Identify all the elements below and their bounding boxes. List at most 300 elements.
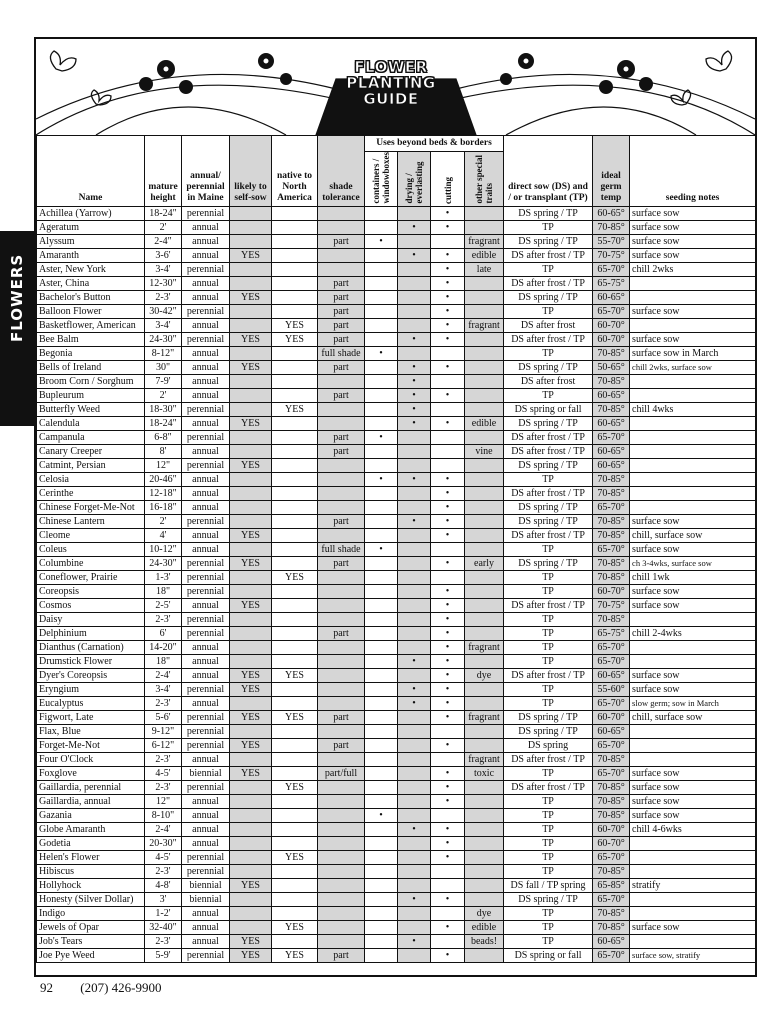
cell-temp: 65-70° <box>593 654 630 668</box>
cell-containers <box>365 766 398 780</box>
cell-shade <box>318 920 365 934</box>
cell-selfsow: YES <box>230 332 272 346</box>
cell-sow: DS spring / TP <box>504 500 593 514</box>
cell-drying <box>398 626 431 640</box>
cell-containers <box>365 262 398 276</box>
cell-notes: surface sow <box>630 248 756 262</box>
header-sow: direct sow (DS) and / or transplant (TP) <box>504 136 593 207</box>
title-line-3: GUIDE <box>363 90 419 108</box>
cell-name: Aster, China <box>37 276 145 290</box>
cell-other <box>465 388 504 402</box>
cell-name: Campanula <box>37 430 145 444</box>
cell-selfsow <box>230 388 272 402</box>
cell-shade: part <box>318 360 365 374</box>
cell-name: Bee Balm <box>37 332 145 346</box>
cell-annual: annual <box>182 934 230 948</box>
cell-annual: annual <box>182 822 230 836</box>
cell-native <box>272 374 318 388</box>
cell-annual: annual <box>182 752 230 766</box>
cell-temp: 50-65° <box>593 360 630 374</box>
cell-notes: chill 1wk <box>630 570 756 584</box>
cell-shade <box>318 906 365 920</box>
cell-other <box>465 878 504 892</box>
cell-selfsow <box>230 374 272 388</box>
cell-drying: • <box>398 822 431 836</box>
cell-height: 1-3' <box>145 570 182 584</box>
table-row <box>37 402 756 416</box>
table-row <box>37 864 756 878</box>
cell-shade: part <box>318 234 365 248</box>
cell-other: edible <box>465 920 504 934</box>
cell-name: Daisy <box>37 612 145 626</box>
cell-notes: chill 2-4wks <box>630 626 756 640</box>
cell-height: 2-3' <box>145 612 182 626</box>
cell-drying <box>398 430 431 444</box>
cell-native <box>272 556 318 570</box>
cell-cutting <box>431 402 465 416</box>
cell-native <box>272 206 318 220</box>
cell-native <box>272 822 318 836</box>
cell-drying: • <box>398 654 431 668</box>
cell-other <box>465 626 504 640</box>
cell-notes <box>630 724 756 738</box>
cell-drying: • <box>398 220 431 234</box>
cell-drying <box>398 724 431 738</box>
cell-native <box>272 878 318 892</box>
cell-selfsow <box>230 752 272 766</box>
cell-sow: TP <box>504 626 593 640</box>
cell-height: 16-18" <box>145 500 182 514</box>
cell-shade: part <box>318 444 365 458</box>
cell-drying: • <box>398 934 431 948</box>
cell-cutting <box>431 878 465 892</box>
cell-containers <box>365 948 398 962</box>
cell-shade <box>318 668 365 682</box>
cell-temp: 60-65° <box>593 444 630 458</box>
cell-selfsow <box>230 514 272 528</box>
cell-native <box>272 528 318 542</box>
cell-annual: perennial <box>182 780 230 794</box>
cell-height: 2-3' <box>145 696 182 710</box>
cell-height: 2-4" <box>145 234 182 248</box>
cell-name: Globe Amaranth <box>37 822 145 836</box>
header-height: mature height <box>145 136 182 207</box>
table-row <box>37 738 756 752</box>
cell-containers <box>365 668 398 682</box>
cell-notes: slow germ; sow in March <box>630 696 756 710</box>
cell-height: 4-5' <box>145 766 182 780</box>
cell-temp: 60-70° <box>593 822 630 836</box>
cell-native <box>272 220 318 234</box>
cell-temp: 60-70° <box>593 584 630 598</box>
cell-selfsow <box>230 612 272 626</box>
table-row <box>37 934 756 948</box>
cell-native: YES <box>272 850 318 864</box>
cell-temp: 60-70° <box>593 836 630 850</box>
cell-cutting <box>431 542 465 556</box>
cell-shade: part <box>318 332 365 346</box>
cell-native <box>272 304 318 318</box>
cell-notes <box>630 472 756 486</box>
cell-selfsow <box>230 402 272 416</box>
cell-sow: TP <box>504 220 593 234</box>
cell-temp: 70-85° <box>593 920 630 934</box>
cell-name: Drumstick Flower <box>37 654 145 668</box>
table-row <box>37 696 756 710</box>
cell-notes <box>630 486 756 500</box>
cell-name: Forget-Me-Not <box>37 738 145 752</box>
cell-shade: part <box>318 738 365 752</box>
cell-other <box>465 220 504 234</box>
cell-other <box>465 472 504 486</box>
cell-containers <box>365 906 398 920</box>
cell-shade: part <box>318 304 365 318</box>
cell-annual: annual <box>182 654 230 668</box>
cell-temp: 60-70° <box>593 318 630 332</box>
cell-selfsow <box>230 626 272 640</box>
cell-containers <box>365 738 398 752</box>
cell-notes <box>630 892 756 906</box>
cell-native <box>272 892 318 906</box>
cell-cutting: • <box>431 682 465 696</box>
cell-sow: DS after frost / TP <box>504 486 593 500</box>
cell-other <box>465 528 504 542</box>
cell-sow: TP <box>504 640 593 654</box>
cell-notes <box>630 836 756 850</box>
cell-annual: annual <box>182 808 230 822</box>
cell-drying <box>398 752 431 766</box>
cell-notes: stratify <box>630 878 756 892</box>
cell-name: Coleus <box>37 542 145 556</box>
cell-containers <box>365 920 398 934</box>
cell-cutting: • <box>431 248 465 262</box>
cell-sow: DS spring / TP <box>504 416 593 430</box>
cell-temp: 65-70° <box>593 738 630 752</box>
cell-height: 24-30" <box>145 556 182 570</box>
cell-selfsow <box>230 850 272 864</box>
cell-native <box>272 626 318 640</box>
cell-cutting <box>431 934 465 948</box>
cell-other: fragrant <box>465 710 504 724</box>
cell-native <box>272 234 318 248</box>
cell-selfsow <box>230 584 272 598</box>
cell-sow: DS spring / TP <box>504 458 593 472</box>
cell-cutting: • <box>431 276 465 290</box>
cell-sow: TP <box>504 346 593 360</box>
cell-notes: chill, surface sow <box>630 710 756 724</box>
cell-height: 12" <box>145 794 182 808</box>
cell-sow: DS spring / TP <box>504 514 593 528</box>
cell-containers: • <box>365 542 398 556</box>
cell-annual: annual <box>182 598 230 612</box>
table-row <box>37 836 756 850</box>
cell-annual: perennial <box>182 612 230 626</box>
cell-sow: DS after frost / TP <box>504 668 593 682</box>
cell-containers <box>365 752 398 766</box>
cell-cutting: • <box>431 206 465 220</box>
cell-containers <box>365 612 398 626</box>
cell-annual: annual <box>182 290 230 304</box>
cell-containers <box>365 850 398 864</box>
cell-name: Gaillardia, annual <box>37 794 145 808</box>
title-line-2: PLANTING <box>346 74 436 92</box>
cell-name: Amaranth <box>37 248 145 262</box>
cell-height: 18" <box>145 654 182 668</box>
cell-height: 12" <box>145 458 182 472</box>
cell-annual: perennial <box>182 458 230 472</box>
cell-name: Honesty (Silver Dollar) <box>37 892 145 906</box>
cell-temp: 70-85° <box>593 486 630 500</box>
cell-notes <box>630 906 756 920</box>
cell-other: late <box>465 262 504 276</box>
cell-name: Gaillardia, perennial <box>37 780 145 794</box>
table-row <box>37 542 756 556</box>
cell-sow: TP <box>504 934 593 948</box>
cell-temp: 70-85° <box>593 864 630 878</box>
cell-other: fragrant <box>465 318 504 332</box>
cell-other <box>465 486 504 500</box>
cell-other <box>465 654 504 668</box>
guide-title <box>343 59 439 125</box>
cell-cutting: • <box>431 556 465 570</box>
cell-cutting <box>431 808 465 822</box>
cell-other <box>465 892 504 906</box>
cell-drying: • <box>398 472 431 486</box>
cell-sow: TP <box>504 808 593 822</box>
cell-sow: DS after frost / TP <box>504 780 593 794</box>
table-row <box>37 388 756 402</box>
cell-annual: annual <box>182 444 230 458</box>
cell-notes: surface sow <box>630 332 756 346</box>
cell-containers <box>365 528 398 542</box>
cell-notes <box>630 934 756 948</box>
table-row <box>37 906 756 920</box>
cell-temp: 60-65° <box>593 668 630 682</box>
table-row <box>37 220 756 234</box>
cell-annual: perennial <box>182 556 230 570</box>
cell-temp: 70-75° <box>593 598 630 612</box>
cell-notes: surface sow <box>630 920 756 934</box>
cell-containers <box>365 276 398 290</box>
cell-drying: • <box>398 696 431 710</box>
cell-height: 2-3' <box>145 934 182 948</box>
cell-native <box>272 682 318 696</box>
table-row <box>37 444 756 458</box>
cell-drying: • <box>398 682 431 696</box>
cell-selfsow: YES <box>230 416 272 430</box>
cell-selfsow <box>230 304 272 318</box>
header-native: native to North America <box>272 136 318 207</box>
cell-name: Ageratum <box>37 220 145 234</box>
cell-sow: DS spring / TP <box>504 556 593 570</box>
cell-sow: DS spring / TP <box>504 290 593 304</box>
table-row <box>37 920 756 934</box>
cell-cutting <box>431 906 465 920</box>
cell-cutting: • <box>431 892 465 906</box>
cell-containers <box>365 654 398 668</box>
cell-notes <box>630 864 756 878</box>
cell-annual: annual <box>182 696 230 710</box>
cell-annual: perennial <box>182 570 230 584</box>
cell-cutting <box>431 458 465 472</box>
cell-drying: • <box>398 360 431 374</box>
cell-containers: • <box>365 430 398 444</box>
cell-height: 6' <box>145 626 182 640</box>
cell-cutting: • <box>431 528 465 542</box>
cell-other <box>465 850 504 864</box>
cell-native <box>272 794 318 808</box>
cell-name: Hollyhock <box>37 878 145 892</box>
cell-cutting <box>431 430 465 444</box>
cell-shade <box>318 850 365 864</box>
cell-cutting: • <box>431 290 465 304</box>
cell-drying: • <box>398 402 431 416</box>
cell-name: Joe Pye Weed <box>37 948 145 962</box>
cell-drying <box>398 766 431 780</box>
cell-native: YES <box>272 570 318 584</box>
cell-annual: annual <box>182 276 230 290</box>
cell-height: 3-4' <box>145 262 182 276</box>
table-row <box>37 556 756 570</box>
cell-other <box>465 276 504 290</box>
cell-drying <box>398 290 431 304</box>
cell-other: fragrant <box>465 234 504 248</box>
cell-shade <box>318 248 365 262</box>
cell-annual: annual <box>182 416 230 430</box>
header-notes: seeding notes <box>630 136 756 207</box>
cell-shade <box>318 780 365 794</box>
cell-sow: DS after frost / TP <box>504 248 593 262</box>
cell-other: dye <box>465 906 504 920</box>
cell-annual: biennial <box>182 878 230 892</box>
cell-drying <box>398 318 431 332</box>
cell-drying <box>398 528 431 542</box>
cell-annual: perennial <box>182 584 230 598</box>
cell-sow: DS after frost / TP <box>504 444 593 458</box>
cell-name: Alyssum <box>37 234 145 248</box>
cell-temp: 65-70° <box>593 304 630 318</box>
cell-sow: TP <box>504 920 593 934</box>
cell-name: Begonia <box>37 346 145 360</box>
header-other: other special traits <box>465 152 504 207</box>
table-row <box>37 794 756 808</box>
cell-height: 3' <box>145 892 182 906</box>
cell-selfsow <box>230 822 272 836</box>
cell-sow: DS after frost / TP <box>504 598 593 612</box>
cell-height: 2-4' <box>145 822 182 836</box>
cell-name: Hibiscus <box>37 864 145 878</box>
cell-name: Calendula <box>37 416 145 430</box>
cell-name: Celosia <box>37 472 145 486</box>
cell-shade <box>318 220 365 234</box>
cell-containers <box>365 248 398 262</box>
cell-annual: annual <box>182 836 230 850</box>
cell-selfsow: YES <box>230 878 272 892</box>
cell-containers <box>365 332 398 346</box>
cell-native <box>272 290 318 304</box>
cell-cutting: • <box>431 472 465 486</box>
cell-sow: TP <box>504 388 593 402</box>
cell-cutting: • <box>431 514 465 528</box>
cell-drying <box>398 850 431 864</box>
planting-table <box>36 135 756 963</box>
cell-selfsow: YES <box>230 458 272 472</box>
cell-height: 2-5' <box>145 598 182 612</box>
cell-height: 6-12" <box>145 738 182 752</box>
cell-drying <box>398 780 431 794</box>
cell-temp: 70-85° <box>593 514 630 528</box>
cell-notes <box>630 458 756 472</box>
cell-annual: annual <box>182 346 230 360</box>
cell-temp: 70-85° <box>593 808 630 822</box>
cell-notes: surface sow <box>630 780 756 794</box>
cell-annual: perennial <box>182 738 230 752</box>
cell-temp: 70-85° <box>593 374 630 388</box>
cell-shade: part/full <box>318 766 365 780</box>
cell-annual: biennial <box>182 892 230 906</box>
cell-shade: part <box>318 318 365 332</box>
cell-shade <box>318 696 365 710</box>
cell-other <box>465 612 504 626</box>
cell-drying: • <box>398 892 431 906</box>
cell-shade <box>318 836 365 850</box>
cell-annual: perennial <box>182 206 230 220</box>
cell-temp: 65-70° <box>593 948 630 962</box>
cell-height: 3-4' <box>145 318 182 332</box>
cell-shade <box>318 486 365 500</box>
cell-selfsow: YES <box>230 766 272 780</box>
cell-annual: perennial <box>182 626 230 640</box>
cell-name: Bachelor's Button <box>37 290 145 304</box>
cell-name: Basketflower, American <box>37 318 145 332</box>
cell-temp: 60-70° <box>593 710 630 724</box>
cell-native <box>272 906 318 920</box>
cell-cutting: • <box>431 486 465 500</box>
cell-native <box>272 738 318 752</box>
table-row <box>37 570 756 584</box>
cell-containers <box>365 374 398 388</box>
table-row <box>37 472 756 486</box>
cell-shade <box>318 374 365 388</box>
cell-cutting: • <box>431 850 465 864</box>
cell-sow: TP <box>504 836 593 850</box>
table-body <box>37 206 756 962</box>
cell-native <box>272 584 318 598</box>
cell-other <box>465 780 504 794</box>
cell-containers <box>365 864 398 878</box>
header-shade: shade tolerance <box>318 136 365 207</box>
cell-selfsow <box>230 234 272 248</box>
cell-annual: annual <box>182 906 230 920</box>
cell-cutting <box>431 752 465 766</box>
cell-selfsow: YES <box>230 528 272 542</box>
page-number: 92 <box>40 980 53 995</box>
cell-drying <box>398 598 431 612</box>
cell-sow: DS after frost / TP <box>504 430 593 444</box>
table-row <box>37 262 756 276</box>
cell-native <box>272 346 318 360</box>
cell-selfsow <box>230 500 272 514</box>
cell-cutting: • <box>431 416 465 430</box>
cell-shade <box>318 612 365 626</box>
cell-native <box>272 360 318 374</box>
cell-shade <box>318 934 365 948</box>
table-row <box>37 682 756 696</box>
cell-native <box>272 248 318 262</box>
cell-selfsow <box>230 276 272 290</box>
cell-height: 2' <box>145 388 182 402</box>
cell-shade: part <box>318 514 365 528</box>
